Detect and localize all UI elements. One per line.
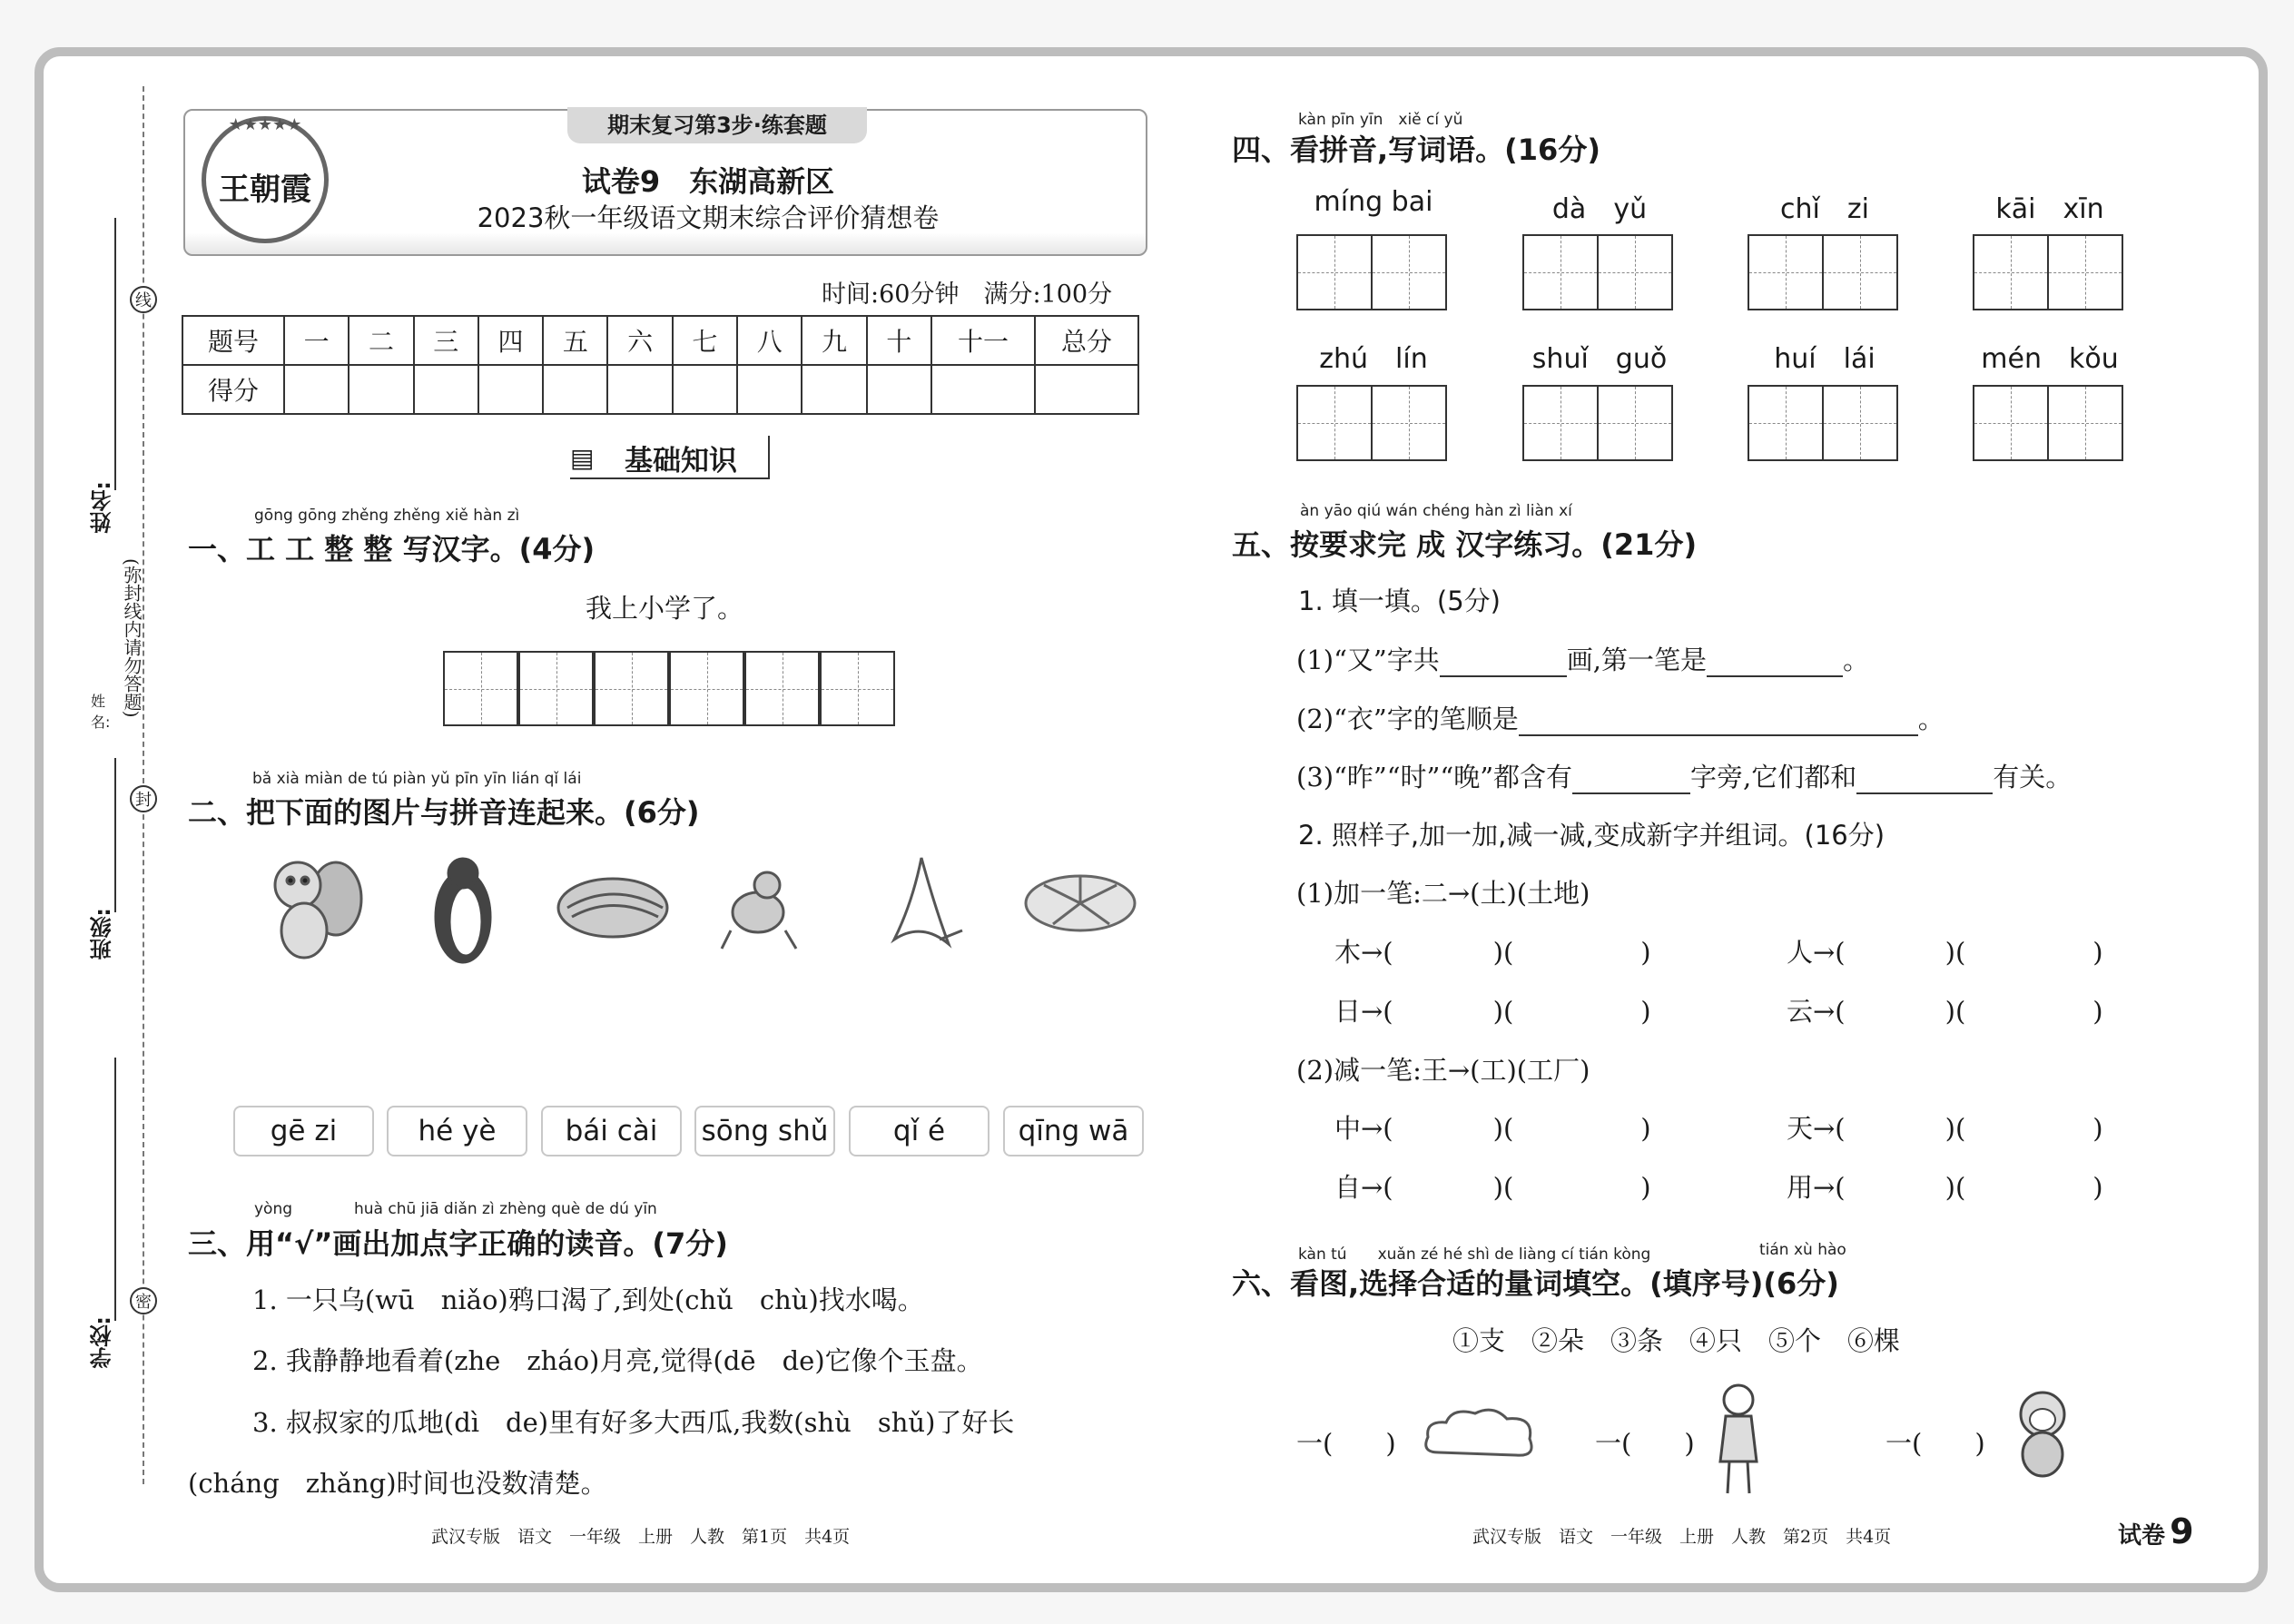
answer-blank[interactable] <box>1965 1003 2092 1029</box>
answer-blank[interactable] <box>1846 1120 1945 1146</box>
girl-picture <box>1711 1380 1766 1498</box>
q5-row <box>1334 932 1651 969</box>
q5-sub1: 1. 填一填。(5分) <box>1298 586 1501 616</box>
answer-blank[interactable] <box>1393 1120 1493 1146</box>
paren-mid: )( <box>1944 1172 1966 1203</box>
time-info: 时间:60分钟 满分:100分 <box>822 281 1113 309</box>
score-header-cell: 二 <box>349 316 413 365</box>
answer-blank[interactable] <box>1393 944 1493 969</box>
paren-mid: )( <box>1944 937 1966 968</box>
q5-row <box>1334 991 1651 1029</box>
answer-blank[interactable] <box>1393 1179 1493 1205</box>
lotus-leaf-picture[interactable] <box>1026 876 1135 930</box>
q1-sentence: 我上小学了。 <box>586 593 744 624</box>
score-table-header-row <box>182 316 1138 365</box>
pinyin-option[interactable]: bái cài <box>541 1106 682 1156</box>
paren-mid: )( <box>1944 1113 1966 1144</box>
score-header-total: 总分 <box>1035 316 1138 365</box>
fill-2-text-b: 。 <box>1917 704 1944 734</box>
q2-pinyin: bǎ xià miàn de tú piàn yǔ pīn yīn lián qǐ lái <box>252 770 582 788</box>
fill-1-text-c: 。 <box>1842 645 1869 675</box>
q5-row <box>1787 932 2103 969</box>
score-row-label: 得分 <box>182 365 284 414</box>
footer-badge <box>2118 1511 2194 1551</box>
section-label: 基础知识 <box>625 445 737 477</box>
answer-blank[interactable] <box>1965 1179 2092 1205</box>
answer-blank[interactable] <box>1513 1120 1640 1146</box>
paren-end: ) <box>2092 937 2103 968</box>
answer-blank[interactable] <box>1846 944 1945 969</box>
q6-choices: ①支 ②朵 ③条 ④只 ⑤个 ⑥棵 <box>1452 1325 1901 1356</box>
writing-cell[interactable] <box>1371 385 1447 461</box>
pinyin-option[interactable]: sōng shǔ <box>694 1106 835 1156</box>
binding-notice: (弥封线内请勿答题) <box>121 558 143 718</box>
fill-1-text-a: (1)“又”字共 <box>1296 645 1440 675</box>
q5-row <box>1334 1108 1651 1146</box>
squirrel-picture[interactable] <box>275 862 361 958</box>
writing-cell[interactable] <box>1597 385 1673 461</box>
score-header-cell: 一 <box>284 316 349 365</box>
char-item: 用→( <box>1787 1172 1846 1203</box>
footer-right: 武汉专版 语文 一年级 上册 人教 第2页 共4页 <box>1472 1527 1892 1547</box>
binding-mark-feng: 封 <box>130 785 157 812</box>
word-pinyin: chǐ zi <box>1780 193 1869 225</box>
q4-title: 四、看拼音,写词语。(16分) <box>1232 133 1600 167</box>
writing-cell[interactable] <box>1522 385 1599 461</box>
score-cell[interactable] <box>1035 365 1138 414</box>
writing-cell[interactable] <box>1296 234 1373 310</box>
cabbage-picture[interactable] <box>558 879 667 937</box>
q5-row <box>1334 1167 1651 1205</box>
score-header-cell: 十一 <box>931 316 1035 365</box>
q1-pinyin: gōng gōng zhěng zhěng xiě hàn zì <box>254 507 520 525</box>
brand-logo <box>202 116 329 243</box>
writing-cell[interactable] <box>1822 385 1898 461</box>
fill-2-text-a: (2)“衣”字的笔顺是 <box>1296 704 1519 734</box>
footer-badge-number: 9 <box>2170 1511 2194 1551</box>
q3-pinyin: huà chū jiā diǎn zì zhèng què de dú yīn <box>354 1200 657 1218</box>
answer-blank[interactable] <box>1513 1003 1640 1029</box>
paren-mid: )( <box>1944 996 1966 1027</box>
score-header-cell: 七 <box>673 316 737 365</box>
footer-badge-label: 试卷 <box>2118 1522 2166 1550</box>
q6-blank-monkey[interactable]: 一( ) <box>1885 1428 1985 1459</box>
score-table-score-row <box>182 365 1138 414</box>
q3-item-2: 2. 我静静地看着(zhe zháo)月亮,觉得(dē de)它像个玉盘。 <box>252 1345 983 1376</box>
book-icon: ▤ <box>570 443 595 473</box>
q6-pinyin: kàn tú xuǎn zé hé shì de liàng cí tián kòng <box>1298 1245 1651 1264</box>
footer-left: 武汉专版 语文 一年级 上册 人教 第1页 共4页 <box>431 1527 851 1547</box>
q5-pinyin: àn yāo qiú wán chéng hàn zì liàn xí <box>1300 502 1572 520</box>
logo-stars: ★★★★★ <box>228 115 302 134</box>
name-underline <box>114 218 116 490</box>
dove-picture[interactable] <box>894 858 962 944</box>
char-item: 自→( <box>1334 1172 1393 1203</box>
writing-cell[interactable] <box>1748 234 1824 310</box>
q1-title: 一、工 工 整 整 写汉字。(4分) <box>188 532 596 566</box>
penguin-picture[interactable] <box>436 859 490 962</box>
fill-blank[interactable] <box>1572 767 1690 794</box>
fill-blank[interactable] <box>1707 650 1843 677</box>
score-cell[interactable] <box>284 365 349 414</box>
score-header-cell: 十 <box>867 316 931 365</box>
answer-blank[interactable] <box>1965 1120 2092 1146</box>
writing-cell[interactable] <box>2047 385 2123 461</box>
score-header-cell: 三 <box>414 316 478 365</box>
q5-sub-example: (2)减一笔:王→(工)(工厂) <box>1296 1055 1590 1086</box>
fill-blank[interactable] <box>1519 709 1918 736</box>
paren-end: ) <box>2092 1113 2103 1144</box>
name-label-rotated: 姓名: <box>90 481 115 534</box>
fill-blank[interactable] <box>1856 767 1993 794</box>
word-pinyin: dà yǔ <box>1551 193 1648 225</box>
score-cell[interactable] <box>414 365 478 414</box>
answer-blank[interactable] <box>1393 1003 1493 1029</box>
char-item: 人→( <box>1787 937 1846 968</box>
monkey-picture <box>2006 1389 2079 1480</box>
score-header-label: 题号 <box>182 316 284 365</box>
paren-end: ) <box>2092 996 2103 1027</box>
q6-blank-cloud[interactable]: 一( ) <box>1296 1428 1396 1459</box>
logo-text: 王朝霞 <box>219 172 311 208</box>
word-pinyin: shuǐ guǒ <box>1531 343 1668 375</box>
writing-cell[interactable] <box>744 651 820 726</box>
fill-3-text-b: 字旁,它们都和 <box>1690 762 1857 792</box>
writing-cell[interactable] <box>518 651 594 726</box>
q6-pinyin-2: tián xù hào <box>1759 1241 1846 1259</box>
q3-item-1: 1. 一只乌(wū niǎo)鸦口渴了,到处(chǔ chù)找水喝。 <box>252 1284 924 1315</box>
fill-3-text-a: (3)“昨”“时”“晚”都含有 <box>1296 762 1573 792</box>
paren-mid: )( <box>1492 1113 1514 1144</box>
q3-item-3: 3. 叔叔家的瓜地(dì de)里有好多大西瓜,我数(shù shǔ)了好长 <box>252 1407 1015 1438</box>
q5-title: 五、按要求完 成 汉字练习。(21分) <box>1232 527 1698 562</box>
class-label: 班级: <box>90 908 115 960</box>
paren-mid: )( <box>1492 937 1514 968</box>
fill-1-text-b: 画,第一笔是 <box>1566 645 1707 675</box>
school-label: 学校: <box>90 1316 115 1369</box>
exam-subtitle: 2023秋一年级语文期末综合评价猜想卷 <box>477 202 940 233</box>
frog-picture[interactable] <box>722 872 796 949</box>
fill-blank[interactable] <box>1440 650 1567 677</box>
q5-row <box>1787 1167 2103 1205</box>
score-cell[interactable] <box>673 365 737 414</box>
q3-title: 三、用“√”画出加点字正确的读音。(7分) <box>188 1226 728 1261</box>
q5-fill-1 <box>1296 640 1869 677</box>
answer-blank[interactable] <box>1846 1003 1945 1029</box>
score-header-cell: 八 <box>737 316 802 365</box>
word-box[interactable] <box>1296 234 1447 310</box>
paren-end: ) <box>2092 1172 2103 1203</box>
pinyin-option[interactable]: hé yè <box>387 1106 527 1156</box>
score-header-cell: 九 <box>802 316 866 365</box>
score-cell[interactable] <box>543 365 607 414</box>
score-table <box>182 315 1139 415</box>
q2-title: 二、把下面的图片与拼音连起来。(6分) <box>188 795 700 830</box>
pinyin-option[interactable]: qīng wā <box>1003 1106 1144 1156</box>
score-cell[interactable] <box>607 365 672 414</box>
q5-fill-2 <box>1296 699 1944 736</box>
writing-cell[interactable] <box>2047 234 2123 310</box>
q4-pinyin: kàn pīn yīn xiě cí yǔ <box>1298 111 1463 129</box>
word-box[interactable] <box>1522 234 1673 310</box>
binding-mark-xian: 线 <box>130 286 157 313</box>
word-pinyin: kāi xīn <box>1995 193 2104 225</box>
q3-pinyin-yong: yòng <box>254 1200 293 1218</box>
writing-cell[interactable] <box>1597 234 1673 310</box>
score-header-cell: 四 <box>478 316 543 365</box>
score-cell[interactable] <box>478 365 543 414</box>
class-underline <box>114 758 116 912</box>
char-item: 云→( <box>1787 996 1846 1027</box>
paren-mid: )( <box>1492 1172 1514 1203</box>
score-header-cell: 六 <box>607 316 672 365</box>
char-item: 日→( <box>1334 996 1393 1027</box>
writing-cell[interactable] <box>1973 234 2049 310</box>
paren-mid: )( <box>1492 996 1514 1027</box>
char-item: 中→( <box>1334 1113 1393 1144</box>
answer-blank[interactable] <box>1513 944 1640 969</box>
fill-3-text-c: 有关。 <box>1993 762 2072 792</box>
q5-sub2: 2. 照样子,加一加,减一减,变成新字并组词。(16分) <box>1298 820 1885 851</box>
header-banner: 期末复习第3步·练套题 <box>567 107 867 143</box>
paren-end: ) <box>1640 1172 1651 1203</box>
word-pinyin: zhú lín <box>1319 343 1428 375</box>
pinyin-option[interactable]: qǐ é <box>849 1106 989 1156</box>
cloud-picture <box>1421 1403 1539 1466</box>
q6-title: 六、看图,选择合适的量词填空。(填序号)(6分) <box>1232 1266 1839 1301</box>
word-pinyin: huí lái <box>1774 343 1876 375</box>
section-label-box <box>570 436 770 479</box>
q2-pictures <box>245 844 1144 971</box>
pinyin-option[interactable]: gē zi <box>233 1106 374 1156</box>
q3-item-3-continued: (cháng zhǎng)时间也没数清楚。 <box>188 1468 607 1499</box>
q6-blank-girl[interactable]: 一( ) <box>1595 1428 1695 1459</box>
score-header-cell: 五 <box>543 316 607 365</box>
writing-cell[interactable] <box>1822 234 1898 310</box>
answer-blank[interactable] <box>1965 944 2092 969</box>
word-box[interactable] <box>1973 385 2123 461</box>
q5-row <box>1787 991 2103 1029</box>
char-item: 天→( <box>1787 1113 1846 1144</box>
word-pinyin: míng bai <box>1314 186 1433 218</box>
score-cell[interactable] <box>737 365 802 414</box>
word-box[interactable] <box>1296 385 1447 461</box>
exam-title: 试卷9 东湖高新区 <box>581 164 835 199</box>
char-item: 木→( <box>1334 937 1393 968</box>
word-box[interactable] <box>1973 234 2123 310</box>
score-cell[interactable] <box>931 365 1035 414</box>
writing-cell[interactable] <box>443 651 518 726</box>
writing-cell[interactable] <box>594 651 669 726</box>
word-box[interactable] <box>1748 234 1898 310</box>
school-underline <box>114 1058 116 1321</box>
name-label: 姓名: <box>91 693 111 731</box>
word-box[interactable] <box>1522 385 1673 461</box>
writing-cell[interactable] <box>1973 385 2049 461</box>
writing-cell[interactable] <box>1296 385 1373 461</box>
q5-add-example: (1)加一笔:二→(土)(土地) <box>1296 878 1590 909</box>
paren-end: ) <box>1640 937 1651 968</box>
q5-row <box>1787 1108 2103 1146</box>
writing-cell[interactable] <box>820 651 895 726</box>
writing-cell[interactable] <box>1371 234 1447 310</box>
writing-cell[interactable] <box>1748 385 1824 461</box>
paren-end: ) <box>1640 996 1651 1027</box>
answer-blank[interactable] <box>1513 1179 1640 1205</box>
writing-cell[interactable] <box>1522 234 1599 310</box>
word-pinyin: mén kǒu <box>1981 343 2119 375</box>
binding-mark-mi: 密 <box>130 1287 157 1314</box>
score-cell[interactable] <box>867 365 931 414</box>
q1-writing-grid[interactable] <box>443 651 895 726</box>
q5-fill-3 <box>1296 757 2072 794</box>
answer-blank[interactable] <box>1846 1179 1945 1205</box>
score-cell[interactable] <box>349 365 413 414</box>
writing-cell[interactable] <box>669 651 744 726</box>
score-cell[interactable] <box>802 365 866 414</box>
word-box[interactable] <box>1748 385 1898 461</box>
paren-end: ) <box>1640 1113 1651 1144</box>
